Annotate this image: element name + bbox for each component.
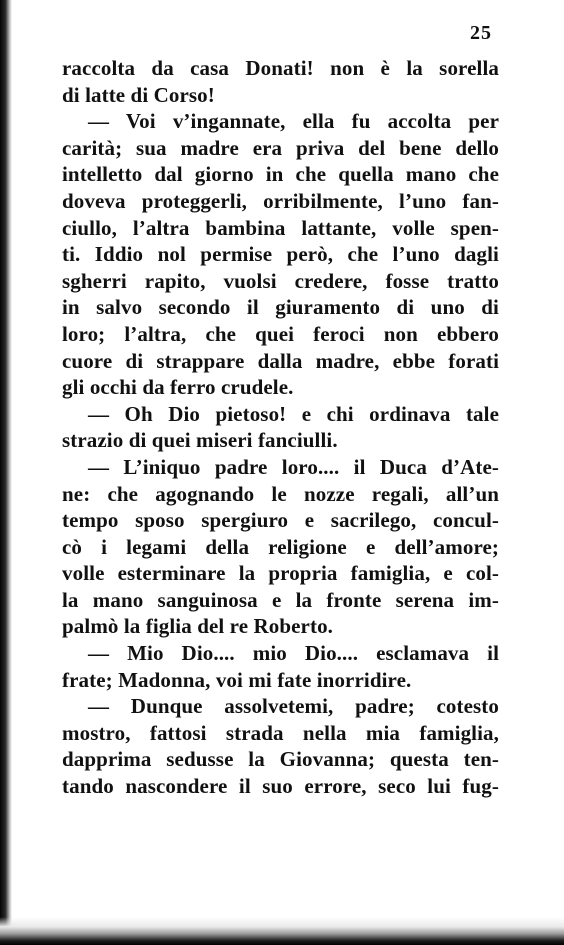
text-line: sgherri rapito, vuolsi credere, fosse tratto <box>62 268 499 293</box>
text-line: — Mio Dio.... mio Dio.... esclamava il <box>88 641 499 666</box>
text-line: dapprima sedusse la Giovanna; questa ten- <box>62 747 499 772</box>
text-line: tando nascondere il suo errore, seco lui fug- <box>62 774 499 799</box>
text-line: — Voi v’ingannate, ella fu accolta per <box>88 109 499 134</box>
text-line: raccolta da casa Donati! non è la sorella <box>62 56 499 80</box>
text-line: ti. Iddio nol permise però, che l’uno dagli <box>62 242 499 267</box>
page-bottom-edge <box>0 917 564 945</box>
text-line: cuore di strappare dalla madre, ebbe forati <box>62 348 499 373</box>
text-line: loro; l’altra, che quei feroci non ebbero <box>62 321 499 346</box>
text-line: frate; Madonna, voi mi fate inorridire. <box>62 667 412 692</box>
text-line: strazio di quei miseri fanciulli. <box>62 428 338 453</box>
text-line: volle esterminare la propria famiglia, e col- <box>62 561 499 586</box>
text-line: — Dunque assolvetemi, padre; cotesto <box>88 694 499 719</box>
text-line: cò i legami della religione e dell’amore; <box>62 534 499 559</box>
text-line: la mano sanguinosa e la fronte serena im- <box>62 587 499 612</box>
text-line: ciullo, l’altra bambina lattante, volle spen- <box>62 215 499 240</box>
page-text-body <box>62 55 499 800</box>
page-number: 25 <box>470 22 492 44</box>
text-line: tempo sposo spergiuro e sacrilego, concul- <box>62 508 499 533</box>
text-line: carità; sua madre era priva del bene dello <box>62 135 499 160</box>
text-line: gli occhi da ferro crudele. <box>62 375 294 400</box>
text-line: — L’iniquo padre loro.... il Duca d’Ate- <box>88 454 499 479</box>
text-line: di latte di Corso! <box>62 82 215 107</box>
book-spine-shadow <box>0 0 12 945</box>
text-line: ne: che agognando le nozze regali, all’un <box>62 481 499 506</box>
text-line: mostro, fattosi strada nella mia famiglia, <box>62 720 499 745</box>
text-line: in salvo secondo il giuramento di uno di <box>62 295 499 320</box>
text-line: — Oh Dio pietoso! e chi ordinava tale <box>88 401 499 426</box>
text-line: palmò la figlia del re Roberto. <box>62 614 334 639</box>
text-line: doveva proteggerli, orribilmente, l’uno fan- <box>62 188 499 213</box>
text-line: intelletto dal giorno in che quella mano che <box>62 162 499 187</box>
